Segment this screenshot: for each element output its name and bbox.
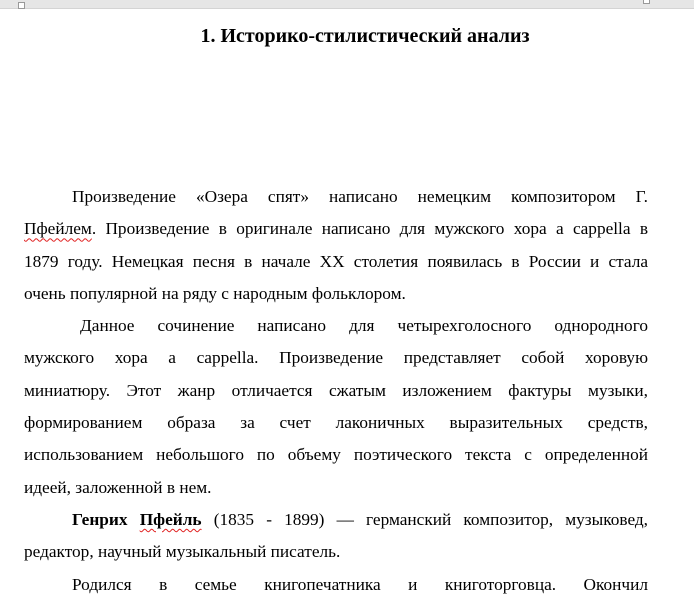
text-line: [24, 181, 648, 213]
text-run: редактор, научный музыкальный писатель.: [24, 542, 341, 562]
page-corner-mark-left: [18, 2, 25, 9]
text-line: [24, 536, 648, 568]
text-run: . Произведение в оригинале написано для мужского хора a cappella в: [91, 219, 648, 239]
text-line: [24, 213, 648, 245]
document-body[interactable]: [24, 181, 648, 601]
text-run: 1879 году. Немецкая песня в начале XX столетия появилась в России и стала: [24, 251, 648, 271]
text-run: Родился в семье книгопечатника и книготорговца. Окончил: [72, 574, 648, 594]
paragraph: [24, 504, 648, 569]
text-line: [24, 375, 648, 407]
paragraph: [24, 310, 648, 504]
ruler-bar: [0, 0, 694, 9]
page-corner-mark-right: [643, 0, 650, 4]
text-line: [24, 569, 648, 601]
text-run: формированием образа за счет лаконичных выразительных средств,: [24, 413, 648, 433]
text-run: Произведение «Озера спят» написано немецким композитором Г.: [72, 187, 648, 206]
text-run: мужского хора a cappella. Произведение представляет собой хоровую: [24, 348, 648, 368]
text-line: [24, 278, 648, 310]
text-line: [24, 342, 648, 374]
misspelled-word[interactable]: Пфейлем: [24, 219, 92, 239]
text-line: [24, 310, 648, 342]
text-line: [24, 504, 648, 536]
text-line: [24, 439, 648, 471]
text-run: миниатюру. Этот жанр отличается сжатым изложением фактуры музыки,: [24, 380, 648, 400]
text-run: Генрих: [72, 509, 140, 529]
text-run: идеей, заложенной в нем.: [24, 477, 212, 497]
text-run: Данное сочинение написано для четырехголосного однородного: [80, 316, 648, 336]
text-run: использованием небольшого по объему поэтического текста с определенной: [24, 445, 648, 465]
text-line: [24, 407, 648, 439]
text-line: [24, 472, 648, 504]
text-run: очень популярной на ряду с народным фольклором.: [24, 283, 406, 303]
text-line: [24, 246, 648, 278]
text-run: (1835 - 1899) — германский композитор, музыковед,: [201, 509, 649, 529]
section-heading: 1. Историко-стилистический анализ: [200, 25, 530, 47]
misspelled-word[interactable]: Пфейль: [139, 509, 202, 529]
paragraph: [24, 181, 648, 310]
paragraph: [24, 569, 648, 601]
